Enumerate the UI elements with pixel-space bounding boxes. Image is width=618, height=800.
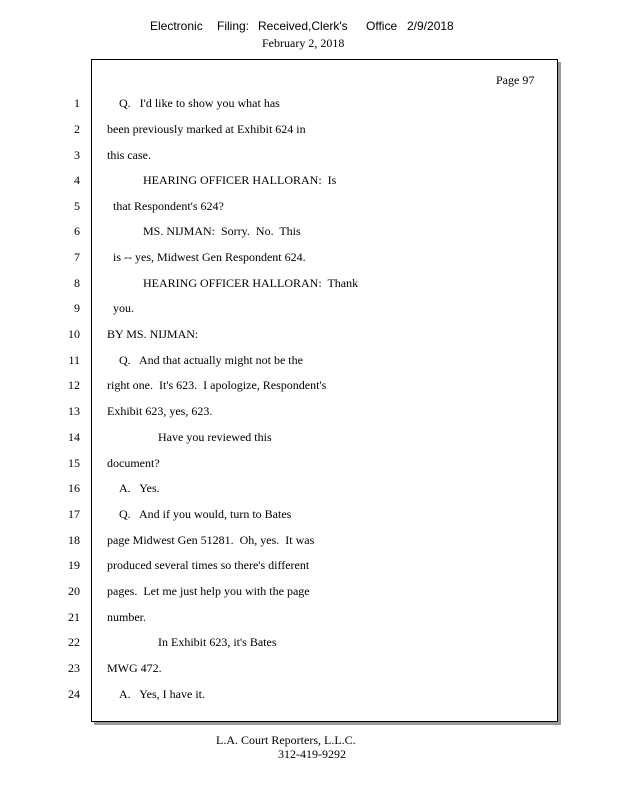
- line-number: 23: [68, 661, 80, 675]
- filing-word-electronic: Electronic: [150, 19, 203, 33]
- filing-word-filing: Filing:: [217, 19, 250, 33]
- line-text: right one. It's 623. I apologize, Respondent's: [107, 378, 327, 392]
- filing-word-office: Office: [366, 19, 398, 33]
- line-number: 3: [74, 148, 80, 162]
- line-number: 7: [74, 250, 80, 264]
- line-text: MS. NIJMAN: Sorry. No. This: [143, 224, 301, 238]
- line-text: been previously marked at Exhibit 624 in: [107, 122, 306, 136]
- reporter-phone: 312-419-9292: [278, 747, 346, 761]
- line-number: 22: [68, 635, 80, 649]
- line-number: 5: [74, 199, 80, 213]
- line-number: 20: [68, 584, 80, 598]
- line-number: 16: [68, 481, 80, 495]
- line-number: 12: [68, 378, 80, 392]
- line-text: document?: [107, 456, 160, 470]
- line-text: this case.: [107, 148, 151, 162]
- line-text: you.: [113, 301, 134, 315]
- line-text: Exhibit 623, yes, 623.: [107, 404, 213, 418]
- line-text: In Exhibit 623, it's Bates: [158, 635, 277, 649]
- filing-word-received: Received,Clerk's: [258, 19, 348, 33]
- line-text: is -- yes, Midwest Gen Respondent 624.: [113, 250, 306, 264]
- line-text: Q. I'd like to show you what has: [119, 96, 280, 110]
- line-number: 17: [68, 507, 80, 521]
- line-text: HEARING OFFICER HALLORAN: Is: [143, 173, 337, 187]
- line-text: pages. Let me just help you with the page: [107, 584, 310, 598]
- line-number: 1: [74, 96, 80, 110]
- line-number: 19: [68, 558, 80, 572]
- line-text: page Midwest Gen 51281. Oh, yes. It was: [107, 533, 315, 547]
- line-number: 18: [68, 533, 80, 547]
- line-number: 11: [68, 353, 80, 367]
- line-number: 9: [74, 301, 80, 315]
- filing-date-stamp: 2/9/2018: [407, 19, 454, 33]
- line-text: A. Yes, I have it.: [119, 687, 205, 701]
- line-number: 21: [68, 610, 80, 624]
- line-number: 8: [74, 276, 80, 290]
- line-text: Q. And if you would, turn to Bates: [119, 507, 292, 521]
- line-number: 13: [68, 404, 80, 418]
- line-number: 4: [74, 173, 80, 187]
- line-number: 14: [68, 430, 80, 444]
- line-text: MWG 472.: [107, 661, 162, 675]
- line-text: Have you reviewed this: [158, 430, 272, 444]
- line-text: number.: [107, 610, 146, 624]
- line-number: 15: [68, 456, 80, 470]
- line-number: 2: [74, 122, 80, 136]
- line-number: 10: [68, 327, 80, 341]
- transcript-date: February 2, 2018: [262, 36, 345, 50]
- page-number: Page 97: [496, 73, 535, 87]
- line-text: that Respondent's 624?: [113, 199, 224, 213]
- line-number: 24: [68, 687, 80, 701]
- line-text: Q. And that actually might not be the: [119, 353, 303, 367]
- line-text: BY MS. NIJMAN:: [107, 327, 199, 341]
- reporter-company: L.A. Court Reporters, L.L.C.: [216, 733, 356, 747]
- line-text: HEARING OFFICER HALLORAN: Thank: [143, 276, 359, 290]
- line-text: produced several times so there's different: [107, 558, 310, 572]
- line-number: 6: [74, 224, 80, 238]
- line-text: A. Yes.: [119, 481, 160, 495]
